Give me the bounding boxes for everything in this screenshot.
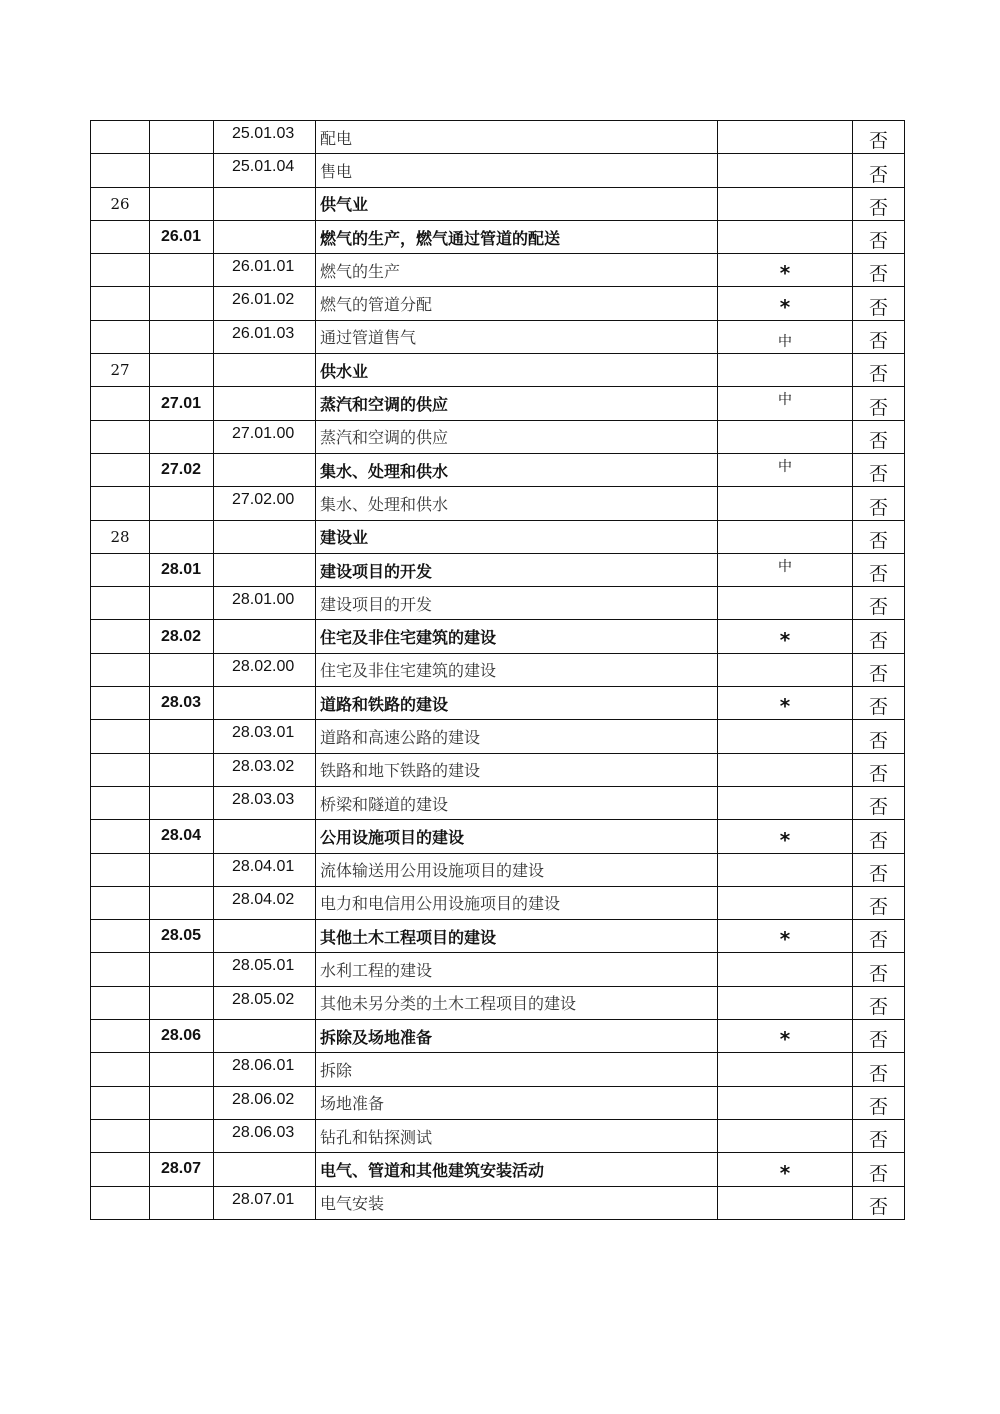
group-code-cell	[150, 720, 214, 753]
division-code-cell	[91, 320, 150, 353]
division-code-cell	[91, 220, 150, 253]
class-code-cell: 26.01.03	[214, 320, 316, 353]
division-code-cell	[91, 853, 150, 886]
restriction-mark-cell: 中	[718, 453, 853, 486]
industry-name-cell: 其他未另分类的土木工程项目的建设	[316, 986, 718, 1019]
industry-name-cell: 蒸汽和空调的供应	[316, 387, 718, 420]
table-row	[91, 620, 905, 653]
industry-name-cell: 供水业	[316, 354, 718, 387]
table-row	[91, 187, 905, 220]
group-code-cell: 28.04	[150, 820, 214, 853]
industry-name-cell: 流体输送用公用设施项目的建设	[316, 853, 718, 886]
table-row	[91, 220, 905, 253]
group-code-cell: 28.07	[150, 1153, 214, 1186]
restriction-mark-cell	[718, 986, 853, 1019]
restriction-mark-cell	[718, 1053, 853, 1086]
flag-cell: 否	[853, 820, 905, 853]
division-code-cell	[91, 953, 150, 986]
restriction-mark-cell	[718, 1086, 853, 1119]
group-code-cell: 28.05	[150, 920, 214, 953]
class-code-cell: 26.01.02	[214, 287, 316, 320]
industry-name-cell: 配电	[316, 121, 718, 154]
table-row	[91, 1020, 905, 1053]
industry-name-cell: 公用设施项目的建设	[316, 820, 718, 853]
flag-cell: 否	[853, 420, 905, 453]
table-row	[91, 986, 905, 1019]
division-code-cell	[91, 487, 150, 520]
group-code-cell	[150, 254, 214, 287]
group-code-cell	[150, 753, 214, 786]
division-code-cell	[91, 420, 150, 453]
industry-name-cell: 建设项目的开发	[316, 553, 718, 586]
table-row	[91, 354, 905, 387]
division-code-cell	[91, 453, 150, 486]
division-code-cell	[91, 720, 150, 753]
group-code-cell	[150, 420, 214, 453]
division-code-cell	[91, 1119, 150, 1152]
class-code-cell	[214, 220, 316, 253]
restriction-mark-cell: 中	[718, 553, 853, 586]
restriction-mark-cell: 中	[718, 387, 853, 420]
group-code-cell	[150, 320, 214, 353]
group-code-cell	[150, 1119, 214, 1152]
table-row	[91, 653, 905, 686]
table-row	[91, 487, 905, 520]
class-code-cell	[214, 553, 316, 586]
flag-cell: 否	[853, 1119, 905, 1152]
industry-name-cell: 道路和高速公路的建设	[316, 720, 718, 753]
restriction-mark-cell	[718, 720, 853, 753]
industry-name-cell: 场地准备	[316, 1086, 718, 1119]
division-code-cell	[91, 1186, 150, 1219]
table-row	[91, 753, 905, 786]
group-code-cell	[150, 853, 214, 886]
industry-name-cell: 售电	[316, 154, 718, 187]
class-code-cell	[214, 387, 316, 420]
table-row	[91, 154, 905, 187]
restriction-mark-cell	[718, 520, 853, 553]
group-code-cell: 28.02	[150, 620, 214, 653]
restriction-mark-cell	[718, 354, 853, 387]
group-code-cell	[150, 487, 214, 520]
division-code-cell: 28	[91, 520, 150, 553]
group-code-cell	[150, 1053, 214, 1086]
industry-name-cell: 燃气的生产	[316, 254, 718, 287]
flag-cell: 否	[853, 886, 905, 919]
restriction-mark-cell: *	[718, 1020, 853, 1053]
restriction-mark-cell: *	[718, 287, 853, 320]
industry-name-cell: 建设业	[316, 520, 718, 553]
table-row	[91, 587, 905, 620]
class-code-cell: 27.01.00	[214, 420, 316, 453]
class-code-cell: 28.07.01	[214, 1186, 316, 1219]
restriction-mark-cell: *	[718, 920, 853, 953]
table-row	[91, 420, 905, 453]
restriction-mark-cell	[718, 154, 853, 187]
industry-name-cell: 拆除	[316, 1053, 718, 1086]
group-code-cell: 27.01	[150, 387, 214, 420]
group-code-cell	[150, 354, 214, 387]
table-row	[91, 786, 905, 819]
group-code-cell	[150, 1186, 214, 1219]
class-code-cell: 28.05.01	[214, 953, 316, 986]
restriction-mark-cell	[718, 587, 853, 620]
group-code-cell: 26.01	[150, 220, 214, 253]
table-row	[91, 953, 905, 986]
group-code-cell	[150, 121, 214, 154]
flag-cell: 否	[853, 520, 905, 553]
flag-cell: 否	[853, 187, 905, 220]
division-code-cell	[91, 1153, 150, 1186]
class-code-cell: 28.06.01	[214, 1053, 316, 1086]
class-code-cell	[214, 687, 316, 720]
industry-name-cell: 水利工程的建设	[316, 953, 718, 986]
flag-cell: 否	[853, 687, 905, 720]
division-code-cell	[91, 687, 150, 720]
class-code-cell	[214, 354, 316, 387]
division-code-cell	[91, 753, 150, 786]
class-code-cell	[214, 453, 316, 486]
flag-cell: 否	[853, 254, 905, 287]
class-code-cell: 28.03.01	[214, 720, 316, 753]
division-code-cell: 27	[91, 354, 150, 387]
division-code-cell	[91, 553, 150, 586]
industry-name-cell: 电力和电信用公用设施项目的建设	[316, 886, 718, 919]
restriction-mark-cell	[718, 121, 853, 154]
group-code-cell	[150, 1086, 214, 1119]
industry-name-cell: 住宅及非住宅建筑的建设	[316, 620, 718, 653]
division-code-cell	[91, 254, 150, 287]
table-row	[91, 287, 905, 320]
division-code-cell	[91, 387, 150, 420]
group-code-cell: 28.06	[150, 1020, 214, 1053]
industry-name-cell: 其他土木工程项目的建设	[316, 920, 718, 953]
industry-name-cell: 桥梁和隧道的建设	[316, 786, 718, 819]
class-code-cell: 25.01.03	[214, 121, 316, 154]
table-row	[91, 1186, 905, 1219]
class-code-cell: 28.06.03	[214, 1119, 316, 1152]
group-code-cell	[150, 786, 214, 819]
restriction-mark-cell	[718, 786, 853, 819]
industry-name-cell: 燃气的生产，燃气通过管道的配送	[316, 220, 718, 253]
division-code-cell	[91, 121, 150, 154]
table-row	[91, 687, 905, 720]
class-code-cell: 28.06.02	[214, 1086, 316, 1119]
flag-cell: 否	[853, 453, 905, 486]
division-code-cell	[91, 786, 150, 819]
class-code-cell: 28.03.03	[214, 786, 316, 819]
table-row	[91, 320, 905, 353]
class-code-cell: 27.02.00	[214, 487, 316, 520]
restriction-mark-cell: *	[718, 820, 853, 853]
class-code-cell: 26.01.01	[214, 254, 316, 287]
flag-cell: 否	[853, 1020, 905, 1053]
division-code-cell	[91, 1053, 150, 1086]
restriction-mark-cell: *	[718, 254, 853, 287]
group-code-cell: 27.02	[150, 453, 214, 486]
industry-name-cell: 建设项目的开发	[316, 587, 718, 620]
restriction-mark-cell	[718, 487, 853, 520]
table-row	[91, 453, 905, 486]
industry-name-cell: 电气安装	[316, 1186, 718, 1219]
flag-cell: 否	[853, 287, 905, 320]
class-code-cell: 28.01.00	[214, 587, 316, 620]
division-code-cell	[91, 1020, 150, 1053]
industry-name-cell: 住宅及非住宅建筑的建设	[316, 653, 718, 686]
class-code-cell	[214, 1153, 316, 1186]
table-row	[91, 121, 905, 154]
table-row	[91, 820, 905, 853]
group-code-cell: 28.03	[150, 687, 214, 720]
table-row	[91, 1086, 905, 1119]
table-row	[91, 1119, 905, 1152]
restriction-mark-cell	[718, 886, 853, 919]
restriction-mark-cell	[718, 853, 853, 886]
industry-name-cell: 供气业	[316, 187, 718, 220]
flag-cell: 否	[853, 1086, 905, 1119]
group-code-cell	[150, 587, 214, 620]
industry-name-cell: 蒸汽和空调的供应	[316, 420, 718, 453]
class-code-cell: 28.02.00	[214, 653, 316, 686]
division-code-cell	[91, 154, 150, 187]
restriction-mark-cell: *	[718, 620, 853, 653]
industry-name-cell: 集水、处理和供水	[316, 487, 718, 520]
division-code-cell	[91, 820, 150, 853]
division-code-cell	[91, 287, 150, 320]
division-code-cell	[91, 620, 150, 653]
restriction-mark-cell: *	[718, 687, 853, 720]
table-row	[91, 1053, 905, 1086]
table-row	[91, 1153, 905, 1186]
group-code-cell	[150, 187, 214, 220]
restriction-mark-cell	[718, 220, 853, 253]
flag-cell: 否	[853, 320, 905, 353]
group-code-cell	[150, 287, 214, 320]
division-code-cell: 26	[91, 187, 150, 220]
classification-table-body	[91, 121, 905, 1220]
class-code-cell	[214, 1020, 316, 1053]
flag-cell: 否	[853, 1186, 905, 1219]
table-row	[91, 387, 905, 420]
restriction-mark-cell	[718, 1119, 853, 1152]
class-code-cell: 28.05.02	[214, 986, 316, 1019]
flag-cell: 否	[853, 653, 905, 686]
flag-cell: 否	[853, 1053, 905, 1086]
flag-cell: 否	[853, 786, 905, 819]
restriction-mark-cell: 中	[718, 320, 853, 353]
flag-cell: 否	[853, 587, 905, 620]
group-code-cell	[150, 653, 214, 686]
industry-name-cell: 通过管道售气	[316, 320, 718, 353]
group-code-cell: 28.01	[150, 553, 214, 586]
class-code-cell	[214, 920, 316, 953]
flag-cell: 否	[853, 753, 905, 786]
division-code-cell	[91, 886, 150, 919]
restriction-mark-cell	[718, 753, 853, 786]
industry-name-cell: 铁路和地下铁路的建设	[316, 753, 718, 786]
class-code-cell: 28.04.02	[214, 886, 316, 919]
flag-cell: 否	[853, 720, 905, 753]
flag-cell: 否	[853, 354, 905, 387]
group-code-cell	[150, 520, 214, 553]
class-code-cell: 28.03.02	[214, 753, 316, 786]
class-code-cell: 28.04.01	[214, 853, 316, 886]
class-code-cell	[214, 187, 316, 220]
division-code-cell	[91, 920, 150, 953]
industry-name-cell: 集水、处理和供水	[316, 453, 718, 486]
flag-cell: 否	[853, 121, 905, 154]
restriction-mark-cell	[718, 953, 853, 986]
flag-cell: 否	[853, 986, 905, 1019]
class-code-cell	[214, 620, 316, 653]
table-row	[91, 920, 905, 953]
industry-name-cell: 燃气的管道分配	[316, 287, 718, 320]
industry-name-cell: 道路和铁路的建设	[316, 687, 718, 720]
table-row	[91, 853, 905, 886]
class-code-cell	[214, 520, 316, 553]
restriction-mark-cell: *	[718, 1153, 853, 1186]
group-code-cell	[150, 886, 214, 919]
division-code-cell	[91, 986, 150, 1019]
flag-cell: 否	[853, 387, 905, 420]
table-row	[91, 886, 905, 919]
flag-cell: 否	[853, 487, 905, 520]
restriction-mark-cell	[718, 420, 853, 453]
flag-cell: 否	[853, 553, 905, 586]
industry-name-cell: 钻孔和钻探测试	[316, 1119, 718, 1152]
flag-cell: 否	[853, 620, 905, 653]
flag-cell: 否	[853, 953, 905, 986]
classification-table	[90, 120, 905, 1220]
class-code-cell	[214, 820, 316, 853]
class-code-cell: 25.01.04	[214, 154, 316, 187]
industry-name-cell: 拆除及场地准备	[316, 1020, 718, 1053]
table-row	[91, 254, 905, 287]
division-code-cell	[91, 1086, 150, 1119]
group-code-cell	[150, 986, 214, 1019]
group-code-cell	[150, 154, 214, 187]
division-code-cell	[91, 587, 150, 620]
table-row	[91, 520, 905, 553]
industry-name-cell: 电气、管道和其他建筑安装活动	[316, 1153, 718, 1186]
restriction-mark-cell	[718, 653, 853, 686]
table-row	[91, 720, 905, 753]
flag-cell: 否	[853, 853, 905, 886]
restriction-mark-cell	[718, 1186, 853, 1219]
flag-cell: 否	[853, 1153, 905, 1186]
restriction-mark-cell	[718, 187, 853, 220]
flag-cell: 否	[853, 220, 905, 253]
table-row	[91, 553, 905, 586]
division-code-cell	[91, 653, 150, 686]
flag-cell: 否	[853, 920, 905, 953]
flag-cell: 否	[853, 154, 905, 187]
group-code-cell	[150, 953, 214, 986]
